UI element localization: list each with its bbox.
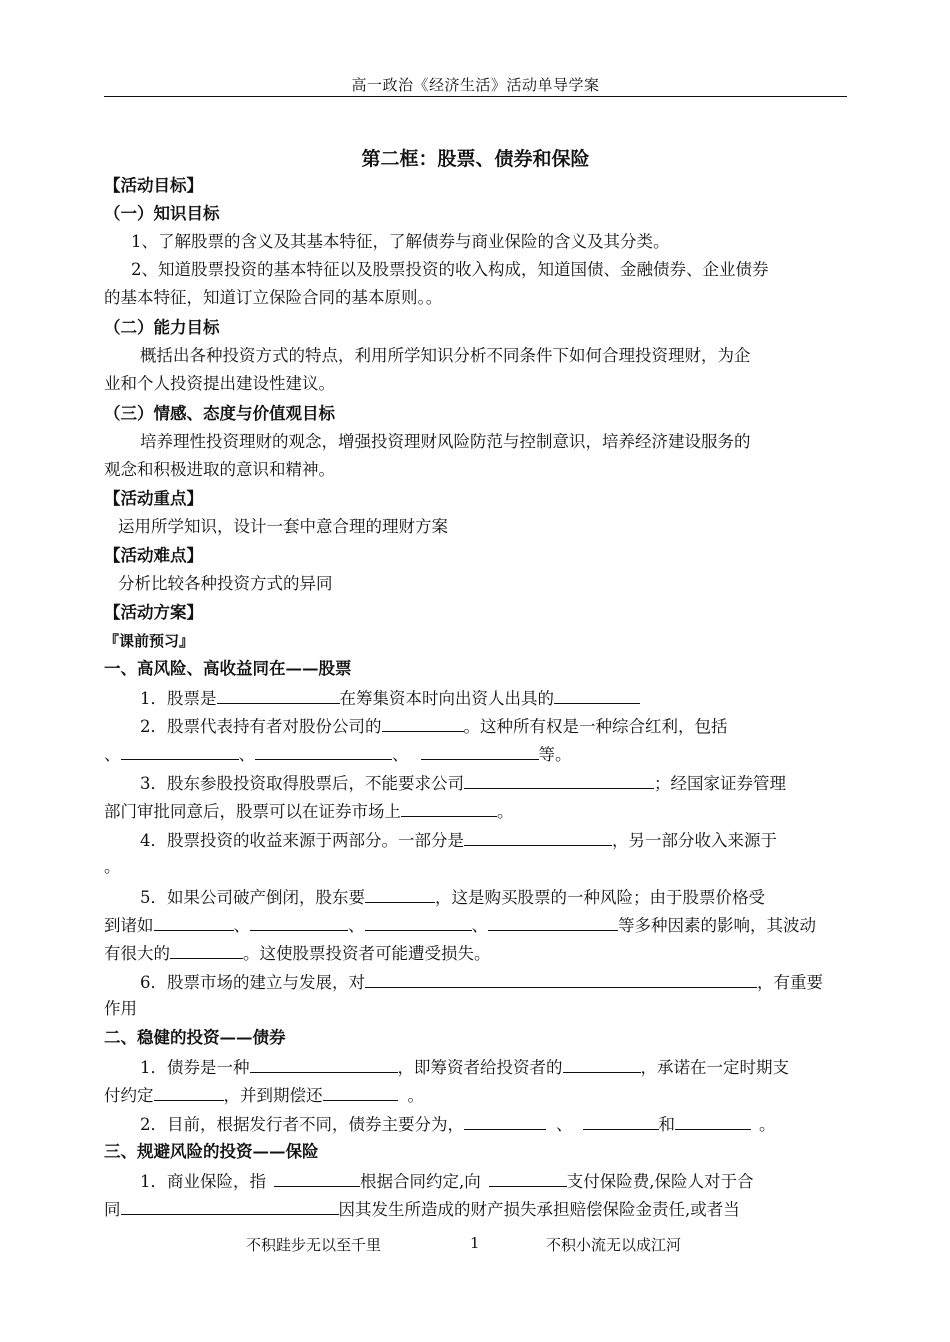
b1-text-e: ，并到期偿还	[223, 1086, 323, 1105]
q5-sep: 、	[233, 916, 250, 935]
q3-text-a: 3．股东参股投资取得股票后，不能要求公司	[140, 774, 464, 793]
q2-sep: 、	[392, 745, 409, 764]
b1-text-c: ，承诺在一定时期支	[640, 1058, 789, 1077]
q4-text-b: ，另一部分收入来源于	[612, 831, 777, 850]
fill-blank[interactable]	[464, 828, 612, 846]
part3-q1-line1	[104, 1169, 883, 1193]
difficulty-text: 分析比较各种投资方式的异同	[118, 574, 333, 593]
q5-text-g: 等多种因素的影响，其波动	[618, 916, 816, 935]
fill-blank[interactable]	[255, 742, 392, 760]
fill-blank[interactable]	[554, 686, 640, 704]
part2-q1-line1	[104, 1055, 883, 1079]
c1-text-b: 根据合同约定,向	[360, 1172, 481, 1191]
q6-text-b: ，有重要	[757, 973, 823, 992]
fill-blank[interactable]	[121, 742, 239, 760]
q3-text-b: ；经国家证券管理	[654, 774, 786, 793]
q2-sep: 、	[238, 745, 255, 764]
q5-text-b: ，这是购买股票的一种风险；由于股票价格受	[435, 888, 765, 907]
running-header: 高一政治《经济生活》活动单导学案	[351, 76, 600, 94]
b1-text-a: 1．债券是一种	[140, 1058, 250, 1077]
part1-q6-line2: 作用	[104, 999, 137, 1018]
b2-text-c: 和	[658, 1115, 675, 1134]
part1-q5-line1	[104, 885, 883, 909]
subsection-emotion-goal: （三）情感、态度与价值观目标	[104, 404, 335, 423]
header-rule	[104, 96, 847, 97]
preview-label: 『课前预习』	[104, 632, 195, 650]
part1-q2-line2	[104, 742, 847, 766]
q6-text-a: 6．股票市场的建立与发展，对	[140, 973, 365, 992]
subsection-knowledge-goal: （一）知识目标	[104, 204, 220, 223]
q4-text-a: 4．股票投资的收益来源于两部分。一部分是	[140, 831, 464, 850]
q2-text-b: 。这种所有权是一种综合红利，包括	[463, 717, 728, 736]
q5-text-h: 有很大的	[104, 944, 170, 963]
part3-heading: 三、规避风险的投资——保险	[104, 1142, 319, 1161]
part1-q3-line1	[104, 771, 883, 795]
fill-blank[interactable]	[464, 1112, 546, 1130]
fill-blank[interactable]	[488, 913, 618, 931]
q2-text-a: 2．股票代表持有者对股份公司的	[140, 717, 382, 736]
fill-blank[interactable]	[489, 1169, 567, 1187]
subsection-ability-goal: （二）能力目标	[104, 318, 220, 337]
fill-blank[interactable]	[382, 714, 464, 732]
fill-blank[interactable]	[401, 799, 497, 817]
part1-q4-line1	[104, 828, 883, 852]
part1-q6-line1	[104, 970, 883, 994]
part3-q1-line2	[104, 1197, 847, 1221]
part2-q2	[104, 1112, 883, 1136]
q2-sep: 、	[104, 745, 121, 764]
page-title: 第二框：股票、债券和保险	[361, 148, 590, 170]
fill-blank[interactable]	[464, 771, 654, 789]
part1-q4-line2: 。	[104, 857, 121, 876]
c1-text-e: 因其发生所造成的财产损失承担赔偿保险金责任,或者当	[338, 1200, 740, 1219]
fill-blank[interactable]	[154, 1083, 224, 1101]
emotion-text-line1: 培养理性投资理财的观念，增强投资理财风险防范与控制意识，培养经济建设服务的	[140, 432, 751, 451]
fill-blank[interactable]	[583, 1112, 659, 1130]
part2-q1-line2	[104, 1083, 847, 1107]
fill-blank[interactable]	[365, 885, 435, 903]
part1-q2-line1	[104, 714, 883, 738]
part1-q5-line2	[104, 913, 847, 937]
b2-text-a: 2．目前，根据发行者不同，债券主要分为，	[140, 1115, 464, 1134]
ability-text-line1: 概括出各种投资方式的特点，利用所学知识分析不同条件下如何合理投资理财，为企	[140, 346, 751, 365]
q2-text-f: 等。	[538, 745, 572, 764]
fill-blank[interactable]	[121, 1197, 339, 1215]
part2-heading: 二、稳健的投资——债券	[104, 1028, 286, 1047]
q5-text-c: 到诸如	[104, 916, 154, 935]
knowledge-item-1: 1、了解股票的含义及其基本特征，了解债券与商业保险的含义及其分类。	[131, 232, 670, 251]
footer-left-motto: 不积跬步无以至千里	[246, 1236, 382, 1254]
key-point-text: 运用所学知识，设计一套中意合理的理财方案	[118, 517, 448, 536]
section-plan: 【活动方案】	[104, 603, 203, 622]
c1-text-a: 1．商业保险，指	[140, 1172, 266, 1191]
fill-blank[interactable]	[323, 1083, 398, 1101]
part1-q3-line2	[104, 799, 847, 823]
b1-text-f: 。	[407, 1086, 424, 1105]
q3-text-d: 。	[497, 802, 514, 821]
fill-blank[interactable]	[217, 686, 340, 704]
b2-sep: 、	[556, 1115, 573, 1134]
fill-blank[interactable]	[675, 1112, 751, 1130]
q1-text-b: 在筹集资本时向出资人出具的	[339, 689, 554, 708]
page-number: 1	[470, 1234, 480, 1252]
section-key-point: 【活动重点】	[104, 489, 203, 508]
fill-blank[interactable]	[274, 1169, 360, 1187]
knowledge-item-2-line1: 2、知道股票投资的基本特征以及股票投资的收入构成，知道国债、金融债券、企业债券	[131, 260, 769, 279]
fill-blank[interactable]	[170, 941, 243, 959]
fill-blank[interactable]	[250, 913, 348, 931]
q5-text-a: 5．如果公司破产倒闭，股东要	[140, 888, 365, 907]
knowledge-item-2-line2: 的基本特征，知道订立保险合同的基本原则。。	[104, 288, 443, 307]
b1-text-b: ，即筹资者给投资者的	[397, 1058, 563, 1077]
footer-right-motto: 不积小流无以成江河	[546, 1236, 682, 1254]
part1-q1	[104, 686, 883, 710]
b1-text-d: 付约定	[104, 1086, 154, 1105]
section-difficulty: 【活动难点】	[104, 546, 203, 565]
ability-text-line2: 业和个人投资提出建设性建议。	[104, 374, 335, 393]
emotion-text-line2: 观念和积极进取的意识和精神。	[104, 460, 335, 479]
q1-text-a: 1．股票是	[140, 689, 217, 708]
section-activity-goals: 【活动目标】	[104, 176, 203, 195]
fill-blank[interactable]	[365, 970, 757, 988]
b2-text-d: 。	[759, 1115, 776, 1134]
q5-sep: 、	[348, 916, 365, 935]
q5-sep: 、	[471, 916, 488, 935]
fill-blank[interactable]	[154, 913, 234, 931]
q3-text-c: 部门审批同意后，股票可以在证券市场上	[104, 802, 401, 821]
part1-heading: 一、高风险、高收益同在——股票	[104, 659, 352, 678]
fill-blank[interactable]	[563, 1055, 641, 1073]
c1-text-d: 同	[104, 1200, 121, 1219]
part1-q5-line3	[104, 941, 847, 965]
fill-blank[interactable]	[365, 913, 472, 931]
fill-blank[interactable]	[250, 1055, 398, 1073]
c1-text-c: 支付保险费,保险人对于合	[566, 1172, 754, 1191]
fill-blank[interactable]	[421, 742, 539, 760]
q5-text-i: 。这使股票投资者可能遭受损失。	[243, 944, 491, 963]
